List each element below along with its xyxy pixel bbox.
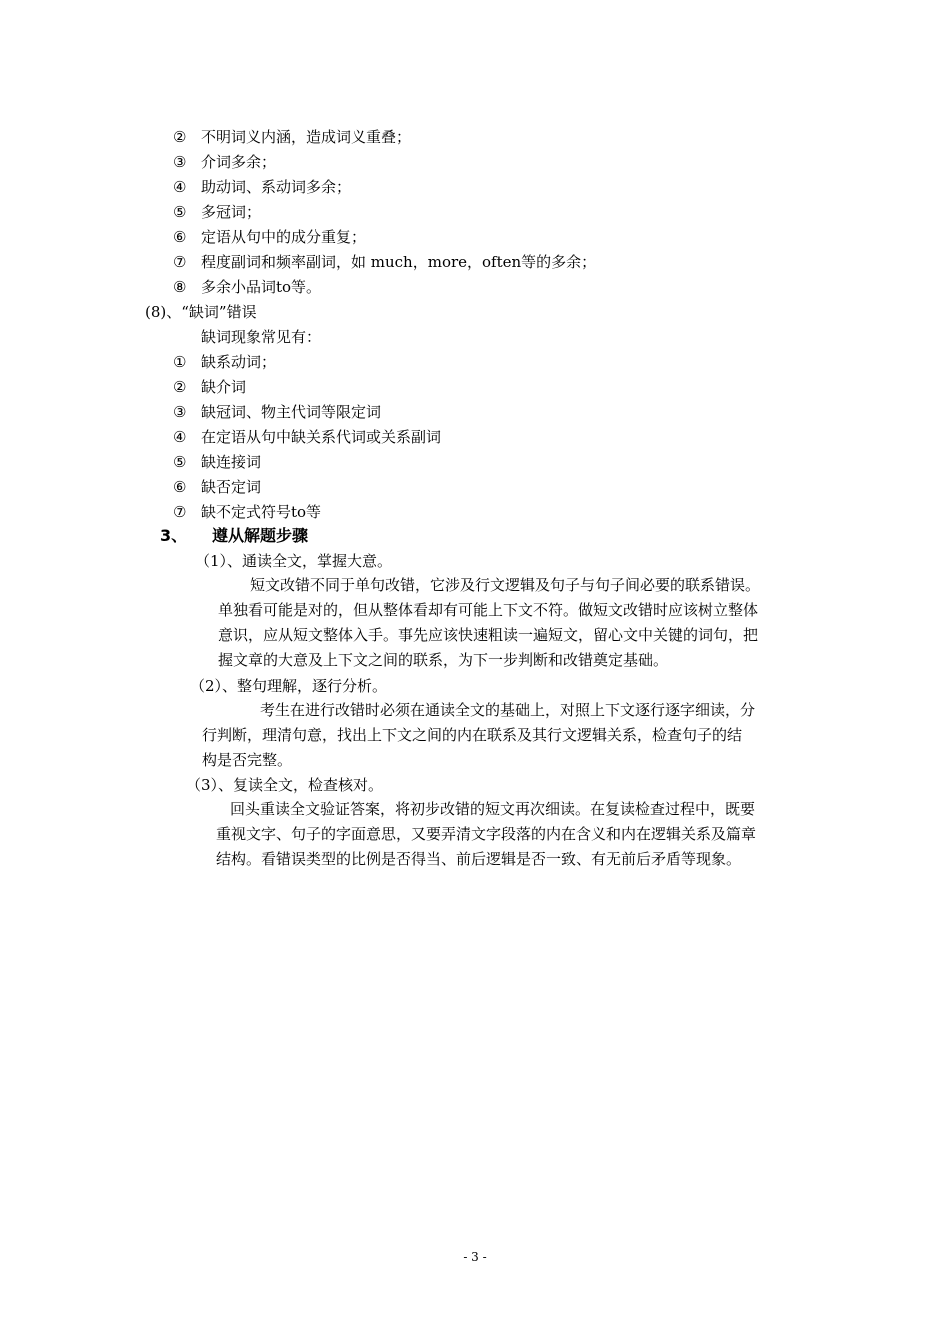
- list-item: [173, 202, 261, 222]
- item-text: 缺不定式符号to等: [201, 503, 322, 521]
- paragraph-line: 单独看可能是对的，但从整体看却有可能上下文不符。做短文改错时应该树立整体: [218, 601, 759, 619]
- step-2-title: （2）、整句理解，逐行分析。: [190, 677, 388, 695]
- item-number: ④: [173, 178, 187, 196]
- item-text: 在定语从句中缺关系代词或关系副词: [201, 428, 442, 446]
- item-text: 助动词、系动词多余；: [201, 178, 352, 196]
- paragraph-line: 回头重读全文验证答案，将初步改错的短文再次细读。在复读检查过程中，既要: [230, 800, 756, 818]
- item-number: ③: [173, 403, 187, 421]
- paragraph-line: 行判断，理清句意，找出上下文之间的内在联系及其行文逻辑关系，检查句子的结: [202, 726, 743, 744]
- item-number: ⑧: [173, 278, 187, 296]
- step-3-title: （3）、复读全文，检查核对。: [186, 776, 384, 794]
- item-text: 介词多余；: [201, 153, 277, 171]
- section-3-heading: [160, 526, 308, 546]
- item-number: ⑦: [173, 503, 187, 521]
- list-item: [173, 377, 246, 397]
- item-text: 定语从句中的成分重复；: [201, 228, 367, 246]
- item-number: ②: [173, 128, 187, 146]
- item-text: 程度副词和频率副词，如 much，more，often等的多余；: [201, 253, 597, 271]
- section-3-title: 遵从解题步骤: [212, 526, 309, 545]
- item-number: ③: [173, 153, 187, 171]
- item-number: ⑥: [173, 228, 187, 246]
- section-3-number: 3、: [160, 526, 188, 545]
- item-number: ⑤: [173, 453, 187, 471]
- section-8-intro: 缺词现象常见有：: [201, 328, 322, 346]
- step-3-paragraph: [216, 797, 808, 872]
- item-number: ⑤: [173, 203, 187, 221]
- item-number: ④: [173, 428, 187, 446]
- page-number: - 3 -: [463, 1250, 487, 1264]
- item-text: 缺冠词、物主代词等限定词: [201, 403, 382, 421]
- paragraph-line: 考生在进行改错时必须在通读全文的基础上，对照上下文逐行逐字细读，分: [260, 701, 756, 719]
- item-number: ⑥: [173, 478, 187, 496]
- list-item: [173, 502, 321, 522]
- list-item: [173, 352, 276, 372]
- list-item: [173, 452, 261, 472]
- item-text: 缺介词: [201, 378, 247, 396]
- list-item: [173, 127, 411, 147]
- section-8-title: (8)、“缺词”错误: [145, 303, 257, 321]
- paragraph-line: 意识，应从短文整体入手。事先应该快速粗读一遍短文，留心文中关键的词句，把: [218, 626, 759, 644]
- item-number: ⑦: [173, 253, 187, 271]
- item-text: 多冠词；: [201, 203, 262, 221]
- list-item: [173, 427, 441, 447]
- list-item: [173, 152, 276, 172]
- item-number: ①: [173, 353, 187, 371]
- step-1-title: （1）、通读全文，掌握大意。: [195, 552, 393, 570]
- paragraph-line: 短文改错不同于单句改错，它涉及行文逻辑及句子与句子间必要的联系错误。: [250, 576, 761, 594]
- list-item: [173, 277, 321, 297]
- item-text: 缺否定词: [201, 478, 262, 496]
- item-text: 缺连接词: [201, 453, 262, 471]
- list-item: [173, 227, 366, 247]
- list-item: [173, 177, 351, 197]
- item-text: 多余小品词to等。: [201, 278, 322, 296]
- item-text: 缺系动词；: [201, 353, 277, 371]
- paragraph-line: 构是否完整。: [202, 751, 293, 769]
- paragraph-line: 结构。看错误类型的比例是否得当、前后逻辑是否一致、有无前后矛盾等现象。: [216, 850, 742, 868]
- list-item: [173, 252, 596, 272]
- paragraph-line: 握文章的大意及上下文之间的联系，为下一步判断和改错奠定基础。: [218, 651, 669, 669]
- item-number: ②: [173, 378, 187, 396]
- paragraph-line: 重视文字、句子的字面意思，又要弄清文字段落的内在含义和内在逻辑关系及篇章: [216, 825, 757, 843]
- list-item: [173, 477, 261, 497]
- step-2-paragraph: [202, 698, 808, 773]
- step-1-paragraph: [218, 573, 808, 673]
- list-item: [173, 402, 381, 422]
- item-text: 不明词义内涵，造成词义重叠；: [201, 128, 412, 146]
